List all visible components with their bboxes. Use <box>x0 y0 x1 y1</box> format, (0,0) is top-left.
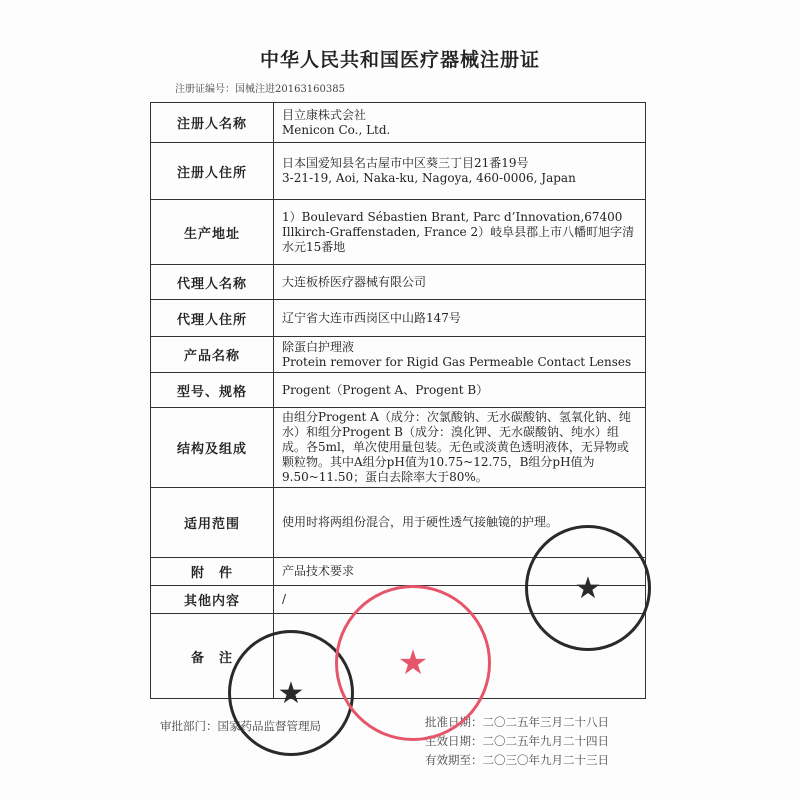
row-label: 其他内容 <box>151 586 274 614</box>
table-row <box>151 143 646 200</box>
star-icon: ★ <box>574 570 602 606</box>
table-row <box>151 408 646 488</box>
table-row <box>151 337 646 373</box>
row-label: 适用范围 <box>151 488 274 558</box>
row-value: / <box>274 586 646 614</box>
table-row <box>151 200 646 265</box>
row-value: 除蛋白护理液 Protein remover for Rigid Gas Permeable Contact Lenses <box>274 337 646 373</box>
agent-seal <box>525 525 651 651</box>
row-value: 大连板桥医疗器械有限公司 <box>274 265 646 300</box>
approval-department: 审批部门：国家药品监督管理局 <box>160 719 321 733</box>
row-label: 注册人名称 <box>151 103 274 143</box>
row-value: 辽宁省大连市西岗区中山路147号 <box>274 300 646 337</box>
effective-date: 生效日期：二〇二五年九月二十四日 <box>425 734 609 748</box>
row-label: 型号、规格 <box>151 373 274 408</box>
star-icon: ★ <box>277 675 305 711</box>
row-label: 代理人住所 <box>151 300 274 337</box>
row-value: 日本国爱知县名古屋市中区葵三丁目21番19号 3-21-19, Aoi, Naka-ku, Nagoya, 460-0006, Japan <box>274 143 646 200</box>
expiry-date: 有效期至：二〇三〇年九月二十三日 <box>425 753 609 767</box>
table-row <box>151 373 646 408</box>
nmpa-seal <box>228 630 354 756</box>
row-label: 注册人住所 <box>151 143 274 200</box>
row-value: 产品技术要求 <box>274 558 646 586</box>
table-row <box>151 300 646 337</box>
row-value: 目立康株式会社 Menicon Co., Ltd. <box>274 103 646 143</box>
row-label: 代理人名称 <box>151 265 274 300</box>
table-row <box>151 265 646 300</box>
row-value: 1）Boulevard Sébastien Brant, Parc d’Innovation,67400 Illkirch-Graffenstaden, France 2）岐阜县郡上市八幡町旭字清水元15番地 <box>274 200 646 265</box>
row-label: 结构及组成 <box>151 408 274 488</box>
star-icon: ★ <box>397 643 429 683</box>
row-value: 使用时将两组份混合，用于硬性透气接触镜的护理。 <box>274 488 646 558</box>
row-label: 备 注 <box>151 614 274 699</box>
row-value: Progent（Progent A、Progent B） <box>274 373 646 408</box>
row-label: 生产地址 <box>151 200 274 265</box>
company-seal-red <box>335 585 491 741</box>
row-label: 附 件 <box>151 558 274 586</box>
table-row <box>151 103 646 143</box>
approval-date: 批准日期：二〇二五年三月二十八日 <box>425 715 609 729</box>
row-label: 产品名称 <box>151 337 274 373</box>
row-value: 由组分Progent A（成分：次氯酸钠、无水碳酸钠、氢氧化钠、纯水）和组分Progent B（成分：溴化钾、无水碳酸钠、纯水）组成。各5ml，单次使用量包装。无色或淡黄色透明液体，无异物或颗粒物。其中A组分pH值为10.75~12.75，B组分pH值为9.50~11.50；蛋白去除率大于80%。 <box>274 408 646 488</box>
registration-number: 注册证编号：国械注进20163160385 <box>175 84 345 95</box>
document-title: 中华人民共和国医疗器械注册证 <box>259 49 540 71</box>
